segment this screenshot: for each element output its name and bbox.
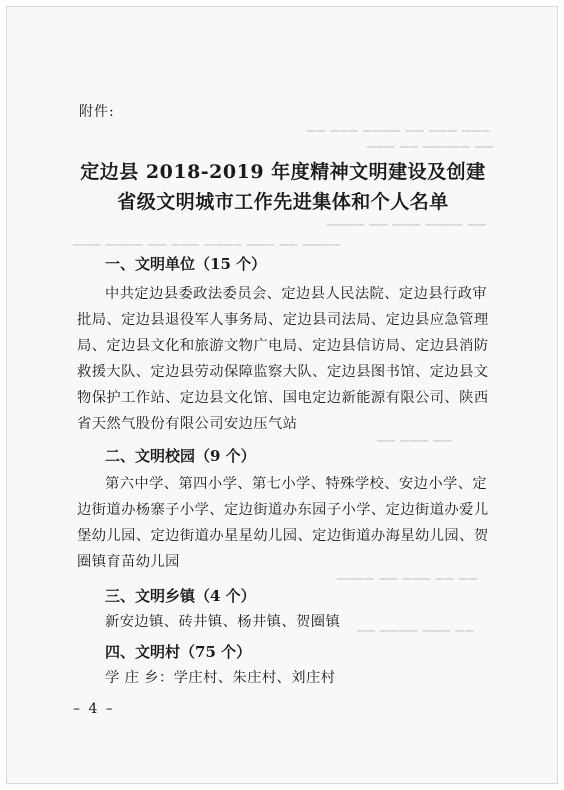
section-heading-civilized-villages: 四、文明村（75 个） <box>105 643 252 661</box>
document-title-line-2: 省级文明城市工作先进集体和个人名单 <box>117 191 449 213</box>
section-text-line: 堡幼儿园、定边街道办星星幼儿园、定边街道办海星幼儿园、贺 <box>77 528 489 544</box>
section-text-line: 批局、定边县退役军人事务局、定边县司法局、定边县应急管理 <box>77 312 489 328</box>
section-text-line: 中共定边县委政法委员会、定边县人民法院、定边县行政审 <box>105 286 488 302</box>
page-number: – 4 – <box>73 701 115 717</box>
section-text-line: 新安边镇、砖井镇、杨井镇、贺圈镇 <box>105 614 341 630</box>
document-page <box>6 6 558 784</box>
section-text-line: 省天然气股份有限公司安边压气站 <box>77 416 298 432</box>
section-text-line: 边街道办杨寨子小学、定边街道办东园子小学、定边街道办爱儿 <box>77 502 489 518</box>
attachment-label: 附件: <box>79 104 115 120</box>
section-text-line: 局、定边县文化和旅游文物广电局、定边县信访局、定边县消防 <box>77 338 489 354</box>
section-text-line: 圈镇育苗幼儿园 <box>77 554 180 570</box>
bleed-through-text: ▁▁▁ ▁▁ ▁▁▁▁▁ ▁▁ <box>367 135 495 148</box>
bleed-through-text: ▁▁▁ ▁▁▁▁ ▁▁ ▁▁▁ ▁▁▁▁ ▁▁▁ ▁▁ ▁▁▁▁ <box>73 233 341 246</box>
section-heading-civilized-campuses: 二、文明校园（9 个） <box>105 447 256 465</box>
bleed-through-text: ▁▁▁▁ ▁▁ ▁▁▁ ▁▁ ▁▁ <box>337 567 478 580</box>
section-text-line: 学 庄 乡：学庄村、朱庄村、刘庄村 <box>105 670 336 686</box>
bleed-through-text: ▁▁ ▁▁▁ ▁▁ <box>377 429 453 442</box>
document-title-line-1: 定边县 2018-2019 年度精神文明建设及创建 <box>80 161 486 183</box>
section-text-line: 第六中学、第四小学、第七小学、特殊学校、安边小学、定 <box>105 476 488 492</box>
section-text-line: 物保护工作站、定边县文化馆、国电定边新能源有限公司、陕西 <box>77 390 489 406</box>
section-text-line: 救援大队、定边县劳动保障监察大队、定边县图书馆、定边县文 <box>77 364 489 380</box>
bleed-through-text: ▁▁ ▁▁▁▁ ▁▁▁ ▁▁ <box>357 619 475 632</box>
bleed-through-text: ▁▁▁▁ ▁▁ ▁▁▁ ▁▁▁▁ ▁▁ <box>327 213 487 226</box>
bleed-through-text: ▁▁ ▁▁▁ ▁▁▁▁ ▁▁ ▁▁▁ ▁▁▁ <box>307 119 491 132</box>
section-heading-civilized-units: 一、文明单位（15 个） <box>105 255 267 273</box>
section-heading-civilized-towns: 三、文明乡镇（4 个） <box>105 587 256 605</box>
